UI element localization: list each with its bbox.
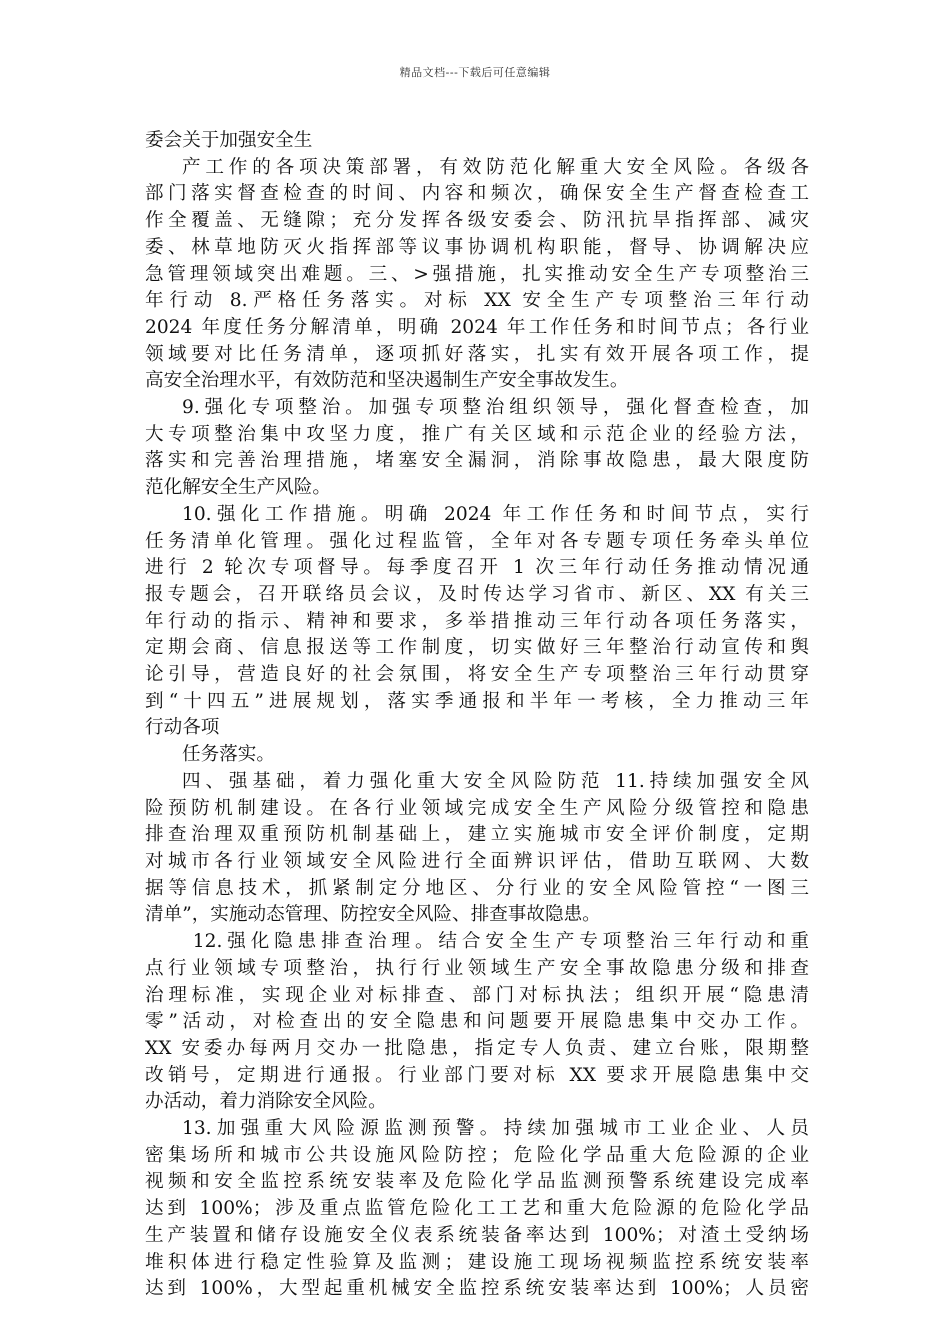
text-line: 12.强化隐患排查治理。结合安全生产专项整治三年行动和重	[182, 931, 809, 953]
document-body	[145, 128, 809, 1303]
text-line: 2024 年度任务分解清单，明确 2024 年工作任务和时间节点；各行业	[145, 316, 809, 338]
text-line: 达到 100%，大型起重机械安全监控系统安装率达到 100%；人员密	[145, 1278, 809, 1300]
text-line: 险预防机制建设。在各行业领域完成安全生产风险分级管控和隐患	[145, 797, 809, 819]
text-line: 报专题会，召开联络员会议，及时传达学习省市、新区、XX 有关三	[145, 583, 809, 605]
text-line: 委会关于加强安全生	[145, 130, 313, 151]
text-line: 任务落实。	[182, 744, 275, 766]
text-line: 年行动 8.严格任务落实。对标 XX 安全生产专项整治三年行动	[145, 290, 809, 312]
text-line: 清单”，实施动态管理、防控安全风险、排查事故隐患。	[145, 904, 601, 926]
text-line: 范化解安全生产风险。	[145, 477, 331, 499]
text-line: 定期会商、信息报送等工作制度，切实做好三年整治行动宣传和舆	[145, 637, 809, 659]
text-line: 据等信息技术，抓紧制定分地区、分行业的安全风险管控“一图三	[145, 877, 809, 899]
text-line: 密集场所和城市公共设施风险防控；危险化学品重大危险源的企业	[145, 1144, 809, 1166]
text-line: 年行动的指示、精神和要求，多举措推动三年行动各项任务落实，	[145, 610, 809, 632]
text-line: 9.强化专项整治。加强专项整治组织领导，强化督查检查，加	[182, 397, 809, 419]
text-line: 领域要对比任务清单，逐项抓好落实，扎实有效开展各项工作，提	[145, 343, 809, 365]
text-line: 13.加强重大风险源监测预警。持续加强城市工业企业、人员	[182, 1118, 809, 1140]
text-line: 生产装置和储存设施安全仪表系统装备率达到 100%；对渣土受纳场	[145, 1224, 809, 1246]
text-line: 行动各项	[145, 717, 220, 739]
text-line: 落实和完善治理措施，堵塞安全漏洞，消除事故隐患，最大限度防	[145, 450, 809, 472]
text-line: 高安全治理水平，有效防范和坚决遏制生产安全事故发生。	[145, 370, 629, 392]
text-line: 到“十四五”进展规划，落实季通报和半年一考核，全力推动三年	[145, 690, 809, 712]
text-line: 大专项整治集中攻坚力度，推广有关区域和示范企业的经验方法，	[145, 423, 809, 445]
text-line: 治理标准，实现企业对标排查、部门对标执法；组织开展“隐患清	[145, 984, 809, 1006]
text-line: 达到 100%；涉及重点监管危险化工工艺和重大危险源的危险化学品	[145, 1198, 809, 1220]
text-line: 急管理领域突出难题。三、>强措施，扎实推动安全生产专项整治三	[145, 263, 809, 285]
text-line: 进行 2 轮次专项督导。每季度召开 1 次三年行动任务推动情况通	[145, 557, 809, 579]
text-line: 对城市各行业领域安全风险进行全面辨识评估，借助互联网、大数	[145, 850, 809, 872]
text-line: 委、林草地防灭火指挥部等议事协调机构职能，督导、协调解决应	[145, 236, 809, 258]
text-line: 办活动，着力消除安全风险。	[145, 1091, 387, 1113]
page-header: 精品文档---下载后可任意编辑	[399, 66, 551, 79]
text-line: XX 安委办每两月交办一批隐患，指定专人负责、建立台账，限期整	[145, 1037, 809, 1059]
text-line: 部门落实督查检查的时间、内容和频次，确保安全生产督查检查工	[145, 183, 809, 205]
text-line: 点行业领域专项整治，执行行业领域生产安全事故隐患分级和排查	[145, 957, 809, 979]
text-line: 视频和安全监控系统安装率及危险化学品监测预警系统建设完成率	[145, 1171, 809, 1193]
text-line: 任务清单化管理。强化过程监管，全年对各专题专项任务牵头单位	[145, 530, 809, 552]
text-line: 10.强化工作措施。明确 2024 年工作任务和时间节点，实行	[182, 503, 809, 525]
text-line: 作全覆盖、无缝隙；充分发挥各级安委会、防汛抗旱指挥部、减灾	[145, 210, 809, 232]
text-line: 四、强基础，着力强化重大安全风险防范 11.持续加强安全风	[182, 770, 809, 792]
text-line: 排查治理双重预防机制基础上，建立实施城市安全评价制度，定期	[145, 824, 809, 846]
text-line: 堆积体进行稳定性验算及监测；建设施工现场视频监控系统安装率	[145, 1251, 809, 1273]
text-line: 改销号，定期进行通报。行业部门要对标 XX 要求开展隐患集中交	[145, 1064, 809, 1086]
text-line: 论引导，营造良好的社会氛围，将安全生产专项整治三年行动贯穿	[145, 664, 809, 686]
text-line: 产工作的各项决策部署，有效防范化解重大安全风险。各级各	[182, 156, 809, 178]
text-line: 零”活动，对检查出的安全隐患和问题要开展隐患集中交办工作。	[145, 1011, 809, 1033]
